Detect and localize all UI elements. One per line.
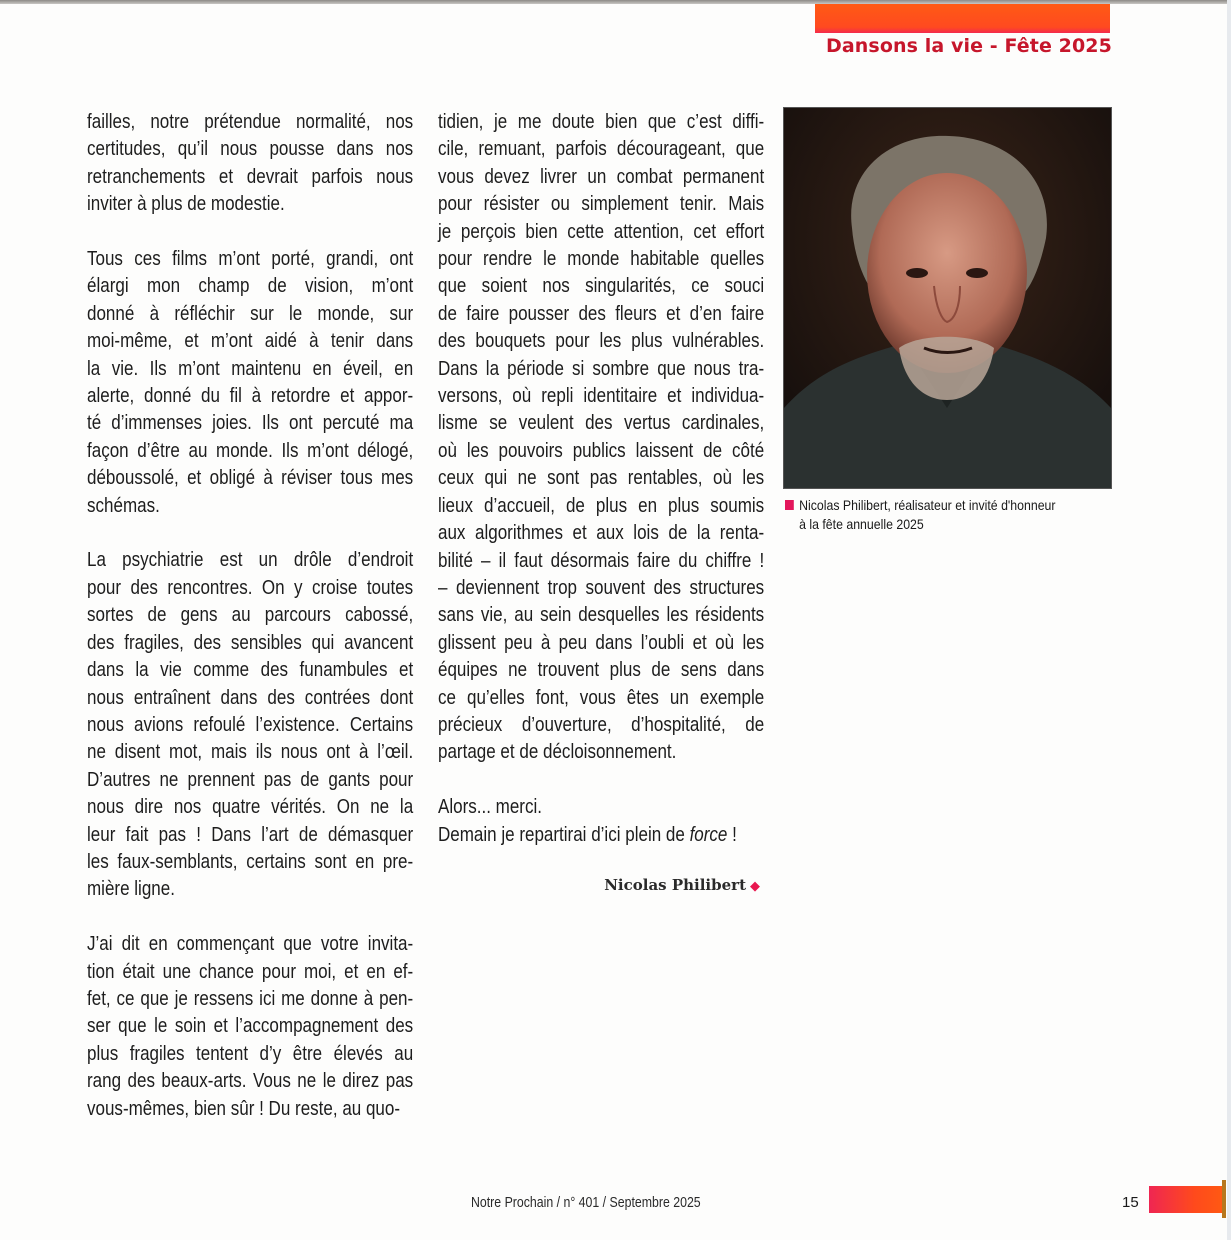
text-line: donné à réfléchir sur le monde, sur <box>87 301 414 325</box>
text-line: vous devez livrer un combat permanent <box>438 164 765 188</box>
text-line: tion était une chance pour moi, et en ef- <box>87 959 414 983</box>
text-line: je perçois bien cette attention, cet effort <box>438 219 765 243</box>
article-paragraph <box>87 546 413 902</box>
section-title: Dansons la vie - Fête 2025 <box>826 35 1112 57</box>
article-paragraph <box>438 108 764 766</box>
author-portrait-photo <box>784 108 1111 488</box>
publication-footer: Notre Prochain / n° 401 / Septembre 2025 <box>471 1195 701 1211</box>
author-name: Nicolas Philibert <box>604 876 746 894</box>
text-line: cile, remuant, parfois décourageant, que <box>438 137 765 161</box>
text-line: rang des beaux-arts. Vous ne le direz pas <box>87 1069 414 1093</box>
text-line: ceux qui ne sont pas rentables, où les <box>438 466 765 490</box>
text-line: aux algorithmes et aux lois de la renta- <box>438 521 765 545</box>
text-line: certitudes, qu’il nous pousse dans nos <box>87 137 414 161</box>
text-line: lieux d’accueil, de plus en plus soumis <box>438 493 765 517</box>
closing-line-1: Alors... merci. <box>438 795 542 819</box>
portrait-illustration <box>784 108 1111 488</box>
closing-text: Demain je repartirai d’ici plein de <box>438 822 690 846</box>
text-line: tidien, je me doute bien que c’est diffi- <box>438 110 765 133</box>
photo-caption <box>785 496 1067 534</box>
page-right-edge <box>1227 0 1231 1240</box>
diamond-end-mark-icon: ◆ <box>750 879 760 894</box>
text-line: sortes de gens au parcours cabossé, <box>87 603 414 627</box>
footer-band-edge <box>1222 1180 1226 1218</box>
text-line: nous entraînent dans des contrées dont <box>87 685 414 709</box>
text-line: bilité – il faut désormais faire du chiffre ! <box>438 548 765 572</box>
caption-line-2: à la fête annuelle 2025 <box>799 516 924 532</box>
header-color-band <box>815 4 1110 33</box>
text-line: La psychiatrie est un drôle d’endroit <box>87 548 414 572</box>
article-paragraph <box>87 108 413 218</box>
article-column-middle <box>438 108 765 875</box>
text-line: failles, notre prétendue normalité, nos <box>87 110 414 133</box>
closing-line-2 <box>438 821 764 848</box>
text-line: des fragiles, des sensibles qui avancent <box>87 630 414 654</box>
text-line: mière ligne. <box>87 877 175 901</box>
text-line: nous avions refoulé l’existence. Certains <box>87 712 414 736</box>
footer-color-band <box>1149 1186 1225 1213</box>
text-line: dans la vie comme des funambules et <box>87 658 414 682</box>
emphasis-force: force <box>689 822 728 846</box>
text-line: déboussolé, et obligé à réviser tous mes <box>87 466 414 490</box>
article-paragraph <box>87 930 413 1122</box>
author-signature <box>560 876 760 894</box>
article-paragraph <box>87 245 413 519</box>
text-line: la vie. Ils m’ont maintenu en éveil, en <box>87 356 414 380</box>
text-line: des bouquets pour les plus vulnérables. <box>438 329 765 353</box>
text-line: façon d’être au monde. Ils m’ont délogé, <box>87 438 414 462</box>
text-line: plus fragiles tentent d’y être élevés au <box>87 1041 414 1065</box>
text-line: sans vie, au sein desquelles les résidents <box>438 603 765 627</box>
text-line: nous dire nos quatre vérités. On ne la <box>87 795 414 819</box>
text-line: D’autres ne prennent pas de gants pour <box>87 767 414 791</box>
text-line: fet, ce que je ressens ici me donne à pen- <box>87 986 414 1010</box>
text-line: équipes ne trouvent plus de sens dans <box>438 658 765 682</box>
text-line: J’ai dit en commençant que votre invita- <box>87 932 414 956</box>
closing-punct: ! <box>727 822 737 846</box>
text-line: moi-même, et m’ont aidé à tenir dans <box>87 329 414 353</box>
left-eye <box>906 268 928 278</box>
text-line: schémas. <box>87 493 160 517</box>
article-column-left <box>87 108 414 1149</box>
text-line: pour des rencontres. On y croise toutes <box>87 575 414 599</box>
text-line: que soient nos singularités, ce souci <box>438 274 765 298</box>
text-line: pour rendre le monde habitable quelles <box>438 247 765 271</box>
text-line: Tous ces films m’ont porté, grandi, ont <box>87 247 414 271</box>
text-line: pour résister ou simplement tenir. Mais <box>438 192 765 216</box>
text-line: retranchements et devrait parfois nous <box>87 164 414 188</box>
text-line: alerte, donné du fil à retordre et appor- <box>87 384 414 408</box>
text-line: leur fait pas ! Dans l’art de démasquer <box>87 822 414 846</box>
text-line: précieux d’ouverture, d’hospitalité, de <box>438 712 765 736</box>
text-line: inviter à plus de modestie. <box>87 192 285 216</box>
caption-text-1: Nicolas Philibert, réalisateur et invité d'honneur <box>799 497 1056 513</box>
caption-line-1 <box>785 496 1102 515</box>
text-line: ne disent mot, mais ils nous ont à l’œil. <box>87 740 414 764</box>
text-line: où les pouvoirs publics laissent de côté <box>438 438 765 462</box>
page-number: 15 <box>1122 1194 1139 1211</box>
text-line: vous-mêmes, bien sûr ! Du reste, au quo- <box>87 1096 401 1120</box>
text-line: élargi mon champ de vision, m’ont <box>87 274 414 298</box>
text-line: ce qu’elles font, vous êtes un exemple <box>438 685 765 709</box>
right-eye <box>966 268 988 278</box>
text-line: ser que le soin et l’accompagnement des <box>87 1014 414 1038</box>
closing-paragraph <box>438 793 764 848</box>
text-line: Dans la période si sombre que nous tra- <box>438 356 765 380</box>
text-line: – deviennent trop souvent des structures <box>438 575 765 599</box>
text-line: de faire pousser des fleurs et d’en faire <box>438 301 765 325</box>
text-line: té d’immenses joies. Ils ont percuté ma <box>87 411 414 435</box>
square-bullet-icon <box>785 500 794 510</box>
text-line: les faux-semblants, certains sont en pre- <box>87 849 414 873</box>
text-line: glissent peu à peu dans l’oubli et où les <box>438 630 765 654</box>
text-line: versons, où repli identitaire et individua- <box>438 384 765 408</box>
text-line: partage et de décloisonnement. <box>438 740 677 764</box>
text-line: lisme se veulent des vertus cardinales, <box>438 411 765 435</box>
